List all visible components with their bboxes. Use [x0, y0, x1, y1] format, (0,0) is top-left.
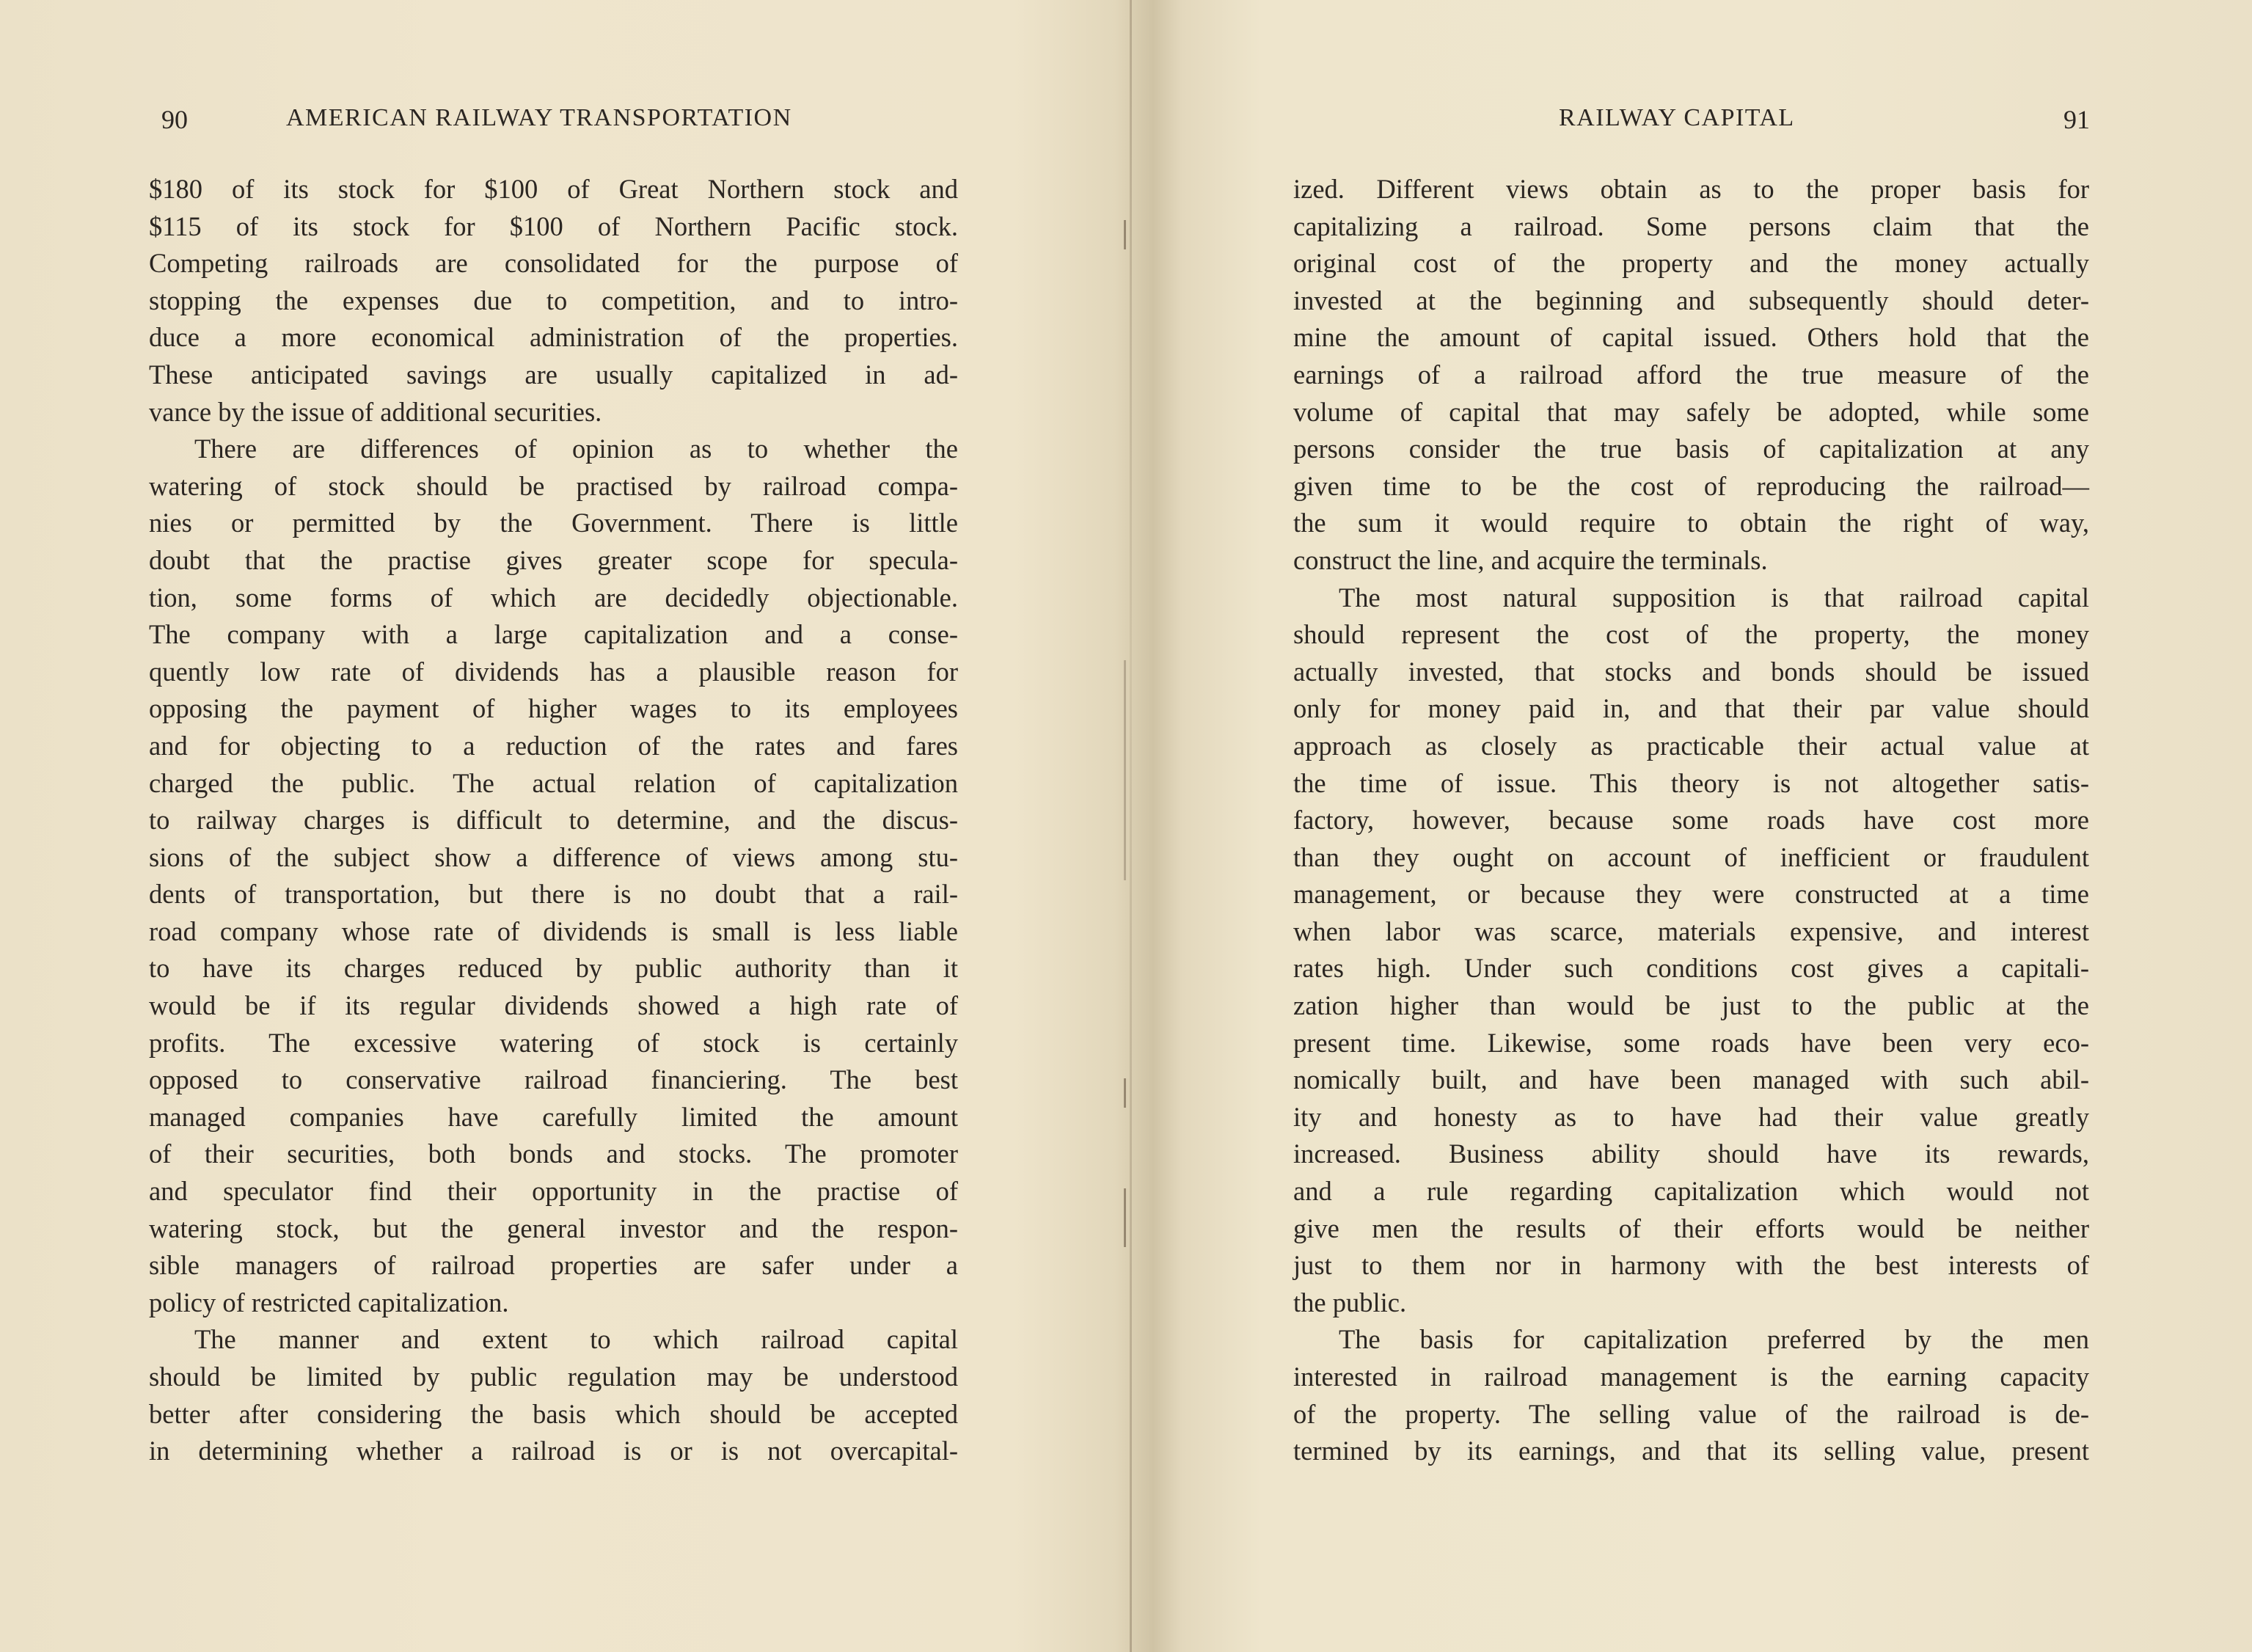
text-line: road company whose rate of dividends is small is less liable	[149, 915, 958, 946]
text-line: dents of transportation, but there is no doubt that a rail-	[149, 879, 958, 910]
text-line: mine the amount of capital issued. Others hold that the	[1293, 322, 2089, 353]
text-line: $115 of its stock for $100 of Northern Pacific stock.	[149, 211, 958, 241]
text-line: duce a more economical administration of the properties.	[149, 322, 958, 353]
text-line: ized. Different views obtain as to the proper basis for	[1293, 174, 2089, 204]
text-line: persons consider the true basis of capitalization at any	[1293, 434, 2089, 464]
text-line: watering of stock should be practised by railroad compa-	[149, 470, 958, 501]
text-line: The manner and extent to which railroad capital	[194, 1324, 958, 1355]
text-line: the time of issue. This theory is not altogether satis-	[1293, 767, 2089, 798]
text-line: interested in railroad management is the earning capacity	[1293, 1362, 2089, 1392]
right-page	[1133, 0, 2252, 1652]
text-line: rates high. Under such conditions cost gives a capitali-	[1293, 953, 2089, 984]
text-line: volume of capital that may safely be adopted, while some	[1293, 396, 2089, 427]
text-line: earnings of a railroad afford the true measure of the	[1293, 359, 2089, 390]
text-line: only for money paid in, and that their par value should	[1293, 693, 2089, 724]
text-line: profits. The excessive watering of stock is certainly	[149, 1027, 958, 1058]
text-line: management, or because they were constructed at a time	[1293, 879, 2089, 910]
text-line: the sum it would require to obtain the right of way,	[1293, 508, 2089, 538]
text-line: the public.	[1293, 1287, 1407, 1317]
text-line: sions of the subject show a difference of views among stu-	[149, 841, 958, 872]
text-line: vance by the issue of additional securities.	[149, 396, 602, 427]
text-line: policy of restricted capitalization.	[149, 1287, 509, 1317]
text-line: tion, some forms of which are decidedly objectionable.	[149, 582, 958, 613]
text-line: doubt that the practise gives greater scope for specula-	[149, 544, 958, 575]
text-line: nies or permitted by the Government. There is little	[149, 508, 958, 538]
text-line: There are differences of opinion as to whether the	[194, 434, 958, 464]
text-line: of the property. The selling value of the railroad is de-	[1293, 1398, 2089, 1429]
text-line: and speculator find their opportunity in the practise of	[149, 1176, 958, 1207]
text-line: and a rule regarding capitalization which would not	[1293, 1176, 2089, 1207]
text-line: approach as closely as practicable their actual value at	[1293, 730, 2089, 761]
text-line: The company with a large capitalization and a conse-	[149, 619, 958, 650]
text-line: original cost of the property and the money actually	[1293, 248, 2089, 279]
text-line: than they ought on account of inefficient or fraudulent	[1293, 841, 2089, 872]
text-line: opposed to conservative railroad financiering. The best	[149, 1064, 958, 1095]
text-line: $180 of its stock for $100 of Great Northern stock and	[149, 174, 958, 204]
running-head: RAILWAY CAPITAL	[1559, 104, 1795, 131]
text-line: opposing the payment of higher wages to its employees	[149, 693, 958, 724]
body-text	[1293, 171, 2089, 1470]
text-line: The most natural supposition is that railroad capital	[1339, 582, 2089, 613]
book-gutter	[1130, 0, 1132, 1652]
text-line: capitalizing a railroad. Some persons claim that the	[1293, 211, 2089, 241]
text-line: sible managers of railroad properties are safer under a	[149, 1250, 958, 1281]
text-line: The basis for capitalization preferred by the men	[1339, 1324, 2089, 1355]
text-line: would be if its regular dividends showed a high rate of	[149, 990, 958, 1021]
text-line: construct the line, and acquire the terminals.	[1293, 544, 1768, 575]
text-line: zation higher than would be just to the public at the	[1293, 990, 2089, 1021]
text-line: present time. Likewise, some roads have been very eco-	[1293, 1027, 2089, 1058]
text-line: to railway charges is difficult to determine, and the discus-	[149, 805, 958, 836]
text-line: actually invested, that stocks and bonds should be issued	[1293, 656, 2089, 687]
text-line: ity and honesty as to have had their value greatly	[1293, 1101, 2089, 1132]
text-line: stopping the expenses due to competition, and to intro-	[149, 285, 958, 315]
text-line: give men the results of their efforts would be neither	[1293, 1213, 2089, 1243]
text-line: when labor was scarce, materials expensive, and interest	[1293, 915, 2089, 946]
text-line: managed companies have carefully limited the amount	[149, 1101, 958, 1132]
text-line: and for objecting to a reduction of the rates and fares	[149, 730, 958, 761]
text-line: increased. Business ability should have its rewards,	[1293, 1139, 2089, 1169]
body-text	[149, 171, 958, 1470]
text-line: should represent the cost of the property, the money	[1293, 619, 2089, 650]
text-line: factory, however, because some roads have cost more	[1293, 805, 2089, 836]
text-line: These anticipated savings are usually capitalized in ad-	[149, 359, 958, 390]
text-line: better after considering the basis which should be accepted	[149, 1398, 958, 1429]
text-line: Competing railroads are consolidated for the purpose of	[149, 248, 958, 279]
text-line: termined by its earnings, and that its selling value, present	[1293, 1436, 2089, 1466]
text-line: given time to be the cost of reproducing the railroad—	[1293, 470, 2089, 501]
text-line: watering stock, but the general investor and the respon-	[149, 1213, 958, 1243]
text-line: should be limited by public regulation may be understood	[149, 1362, 958, 1392]
page-number: 90	[161, 105, 188, 134]
text-line: in determining whether a railroad is or is not overcapital-	[149, 1436, 958, 1466]
text-line: of their securities, both bonds and stocks. The promoter	[149, 1139, 958, 1169]
text-line: to have its charges reduced by public authority than it	[149, 953, 958, 984]
running-head: AMERICAN RAILWAY TRANSPORTATION	[286, 104, 792, 131]
page-number: 91	[2063, 105, 2090, 134]
text-line: just to them nor in harmony with the best interests of	[1293, 1250, 2089, 1281]
text-line: invested at the beginning and subsequently should deter-	[1293, 285, 2089, 315]
text-line: nomically built, and have been managed with such abil-	[1293, 1064, 2089, 1095]
text-line: charged the public. The actual relation of capitalization	[149, 767, 958, 798]
text-line: quently low rate of dividends has a plausible reason for	[149, 656, 958, 687]
